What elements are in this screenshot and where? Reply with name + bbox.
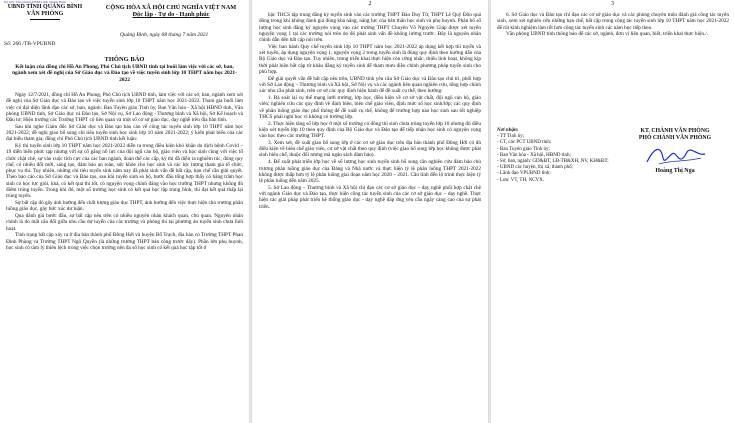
paragraph: Ngày 12/7/2021, đồng chí Hồ An Phong, Phó Chủ tịch UBND tỉnh, làm việc với các sở, ban, ngành xem xét đề nghị của Sở Giáo dục và Đào tạo về việc tuyển sinh lớp 10 THPT năm học 2021-2022. Tham gia buổi làm việc có đại diện lãnh đạo các sở, ban, ngành: Ban Tuyên giáo Tỉnh ủy, Ban Văn hóa - Xã hội HĐND tỉnh, Văn phòng UBND tỉnh, Sở Giáo dục và Đào tạo, Sở Nội vụ, Sở Lao động - Thương binh và Xã hội, Sở Kế hoạch và Đầu tư; Hiệu trưởng các Trường THPT có liên quan và một số cơ sở giáo dục, dạy nghề trên địa bàn tỉnh. bbox=[6, 92, 243, 123]
divider bbox=[30, 19, 60, 20]
paragraph: Kỳ thi tuyển sinh lớp 10 THPT năm học 2021-2022 diễn ra trong điều kiện khó khăn do dịch bệnh Covid – 19 diễn biến phức tạp nhưng với sự cố gắng nỗ lực của đội ngũ cán bộ, giáo viên và học sinh cùng với việc tổ chức chặt chẽ, sự vào cuộc tích cực của các ban ngành, đoàn thể các cấp, kỳ thi đã diễn ra nghiêm túc, đúng quy chế, có nhiều đổi mới, sáng tạo, đảm bảo an toàn, sức khỏe cho học sinh và các lực lượng tham gia tổ chức, phục vụ thi. Tuy nhiên, những chỉ tiêu tuyển sinh năm nay đã phát sinh vấn đề bất cập, hạn chế cần giải quyết. Theo báo cáo của Sở Giáo dục và Đào tạo, sau khi tuyển sinh so bộ, bước đầu tổng hợp thấy có hàng trăm học sinh có học lực giỏi, khá, có kết quả thi tốt, có nguyện vọng chính đáng vào học trường THPT nhưng không đủ điểm trúng tuyển. Trong khi đó, một số trường học sinh có kết quả học tập trung bình, thi đạt kết quả thấp lại trúng tuyển. bbox=[6, 143, 243, 200]
page-number: 2 bbox=[368, 1, 372, 7]
page3-body bbox=[497, 12, 729, 38]
recipient-item: - Lãnh đạo VPUBND tỉnh; bbox=[497, 171, 551, 177]
paragraph: Để giải quyết vấn đề bất cập nêu trên, UBND tỉnh yêu cầu Sở Giáo dục và Đào tạo chủ trì, phối hợp với Sở Lao động – Thương binh và Xã hội, Sở Nội vụ và các ngành liên quan nghiên cứu, tổng hợp chính xác nhu cầu phát sinh, trên cơ sở các quy định hiện hành để đề xuất cụ thể, theo hướng: bbox=[259, 75, 481, 95]
recipients-label: Nơi nhận: bbox=[497, 128, 519, 133]
recipient-item: - UBND các huyện, thị xã, thành phố; bbox=[497, 165, 573, 171]
document-subject: Kết luận của đồng chí Hồ An Phong, Phó Chủ tịch UBND tỉnh tại buổi làm việc với các sở, ban, ngành xem xét đề nghị của Sở Giáo dục và Đào tạo về việc tuyển sinh lớp 10 THPT năm học 2021- 2022 bbox=[12, 64, 237, 83]
recipient-item: - CT, các PCT UBND tỉnh; bbox=[497, 140, 552, 146]
recipient-item: - Sở, ban, ngành: GD&ĐT, LĐ-TB&XH, NV, KH&ĐT; bbox=[497, 159, 609, 165]
paragraph: 4. Để xuất phát triển lớp học về số lượng học sinh tuyển sinh bổ sung cần nghiên cứu đảm bảo chủ trương phân luồng giáo dục của Đảng và Nhà nước và thực hiện tỷ lệ phân luồng THPT 2021-2022 không được thấp hơn tỷ lệ phân luồng giai đoạn năm học 2020 – 2021. Cần tính đến lộ trình thực hiện tỷ lệ phân luồng đến năm 2025. bbox=[259, 159, 481, 185]
document-title: THÔNG BÁO bbox=[104, 56, 145, 63]
paragraph: Tình trạng bất cập xảy ra ở địa bàn thành phố Đồng Hới và huyện Bố Trạch, địa bàn có Trường THPT Phan Đình Phùng và Trường THPT Ngô Quyền (là những trường THPT bán công trước đây). Phần lớn phụ huynh, học sinh có tâm lý thiên lệch trong việc chọn trường nên đa số học sinh có kết quả học tập tốt ở bbox=[6, 232, 243, 251]
agency-name: UBND TỈNH QUẢNG BÌNH bbox=[7, 4, 83, 10]
paragraph: bậc THCS tập trung đăng ký tuyển sinh vào các trường THPT Đào Duy Từ, THPT Lê Quý Đôn quá đông trong khi không đánh giá đúng khả năng, năng lực của bản thân học sinh và phụ huynh. Phân bổ số lượng học sinh đăng ký nguyện vọng vào các trường THPT Chuyên Võ Nguyên Giáp được xét tuyển nguyện vọng 1 tại các trường nói trên do đó phát sinh vấn đề không lường trước. Đây là nguyên nhân chính dẫn đến bất cập nói trên. bbox=[259, 12, 481, 43]
issue-date: Quảng Bình, ngày 08 tháng 7 năm 2021 bbox=[120, 32, 209, 38]
signer-role: KT. CHÁNH VĂN PHÒNG bbox=[640, 128, 710, 134]
office-name: VĂN PHÒNG bbox=[26, 11, 64, 17]
recipient-item: - Ban Tuyên giáo Tỉnh ủy; bbox=[497, 146, 550, 152]
paragraph: 1. Rà soát lại cụ thể mạng lưới trường, lớp học, điều kiện về cơ sở vật chất, đội ngũ cán bộ, giáo viên; nghiên cứu các quy định về định biên, biên chế giáo viên, định mức số học sinh/lớp; các quy định về phân luồng giáo dục phổ thông để đề xuất cụ thể, không để trường hợp nào học sinh sau tốt nghiệp THCS phải nghỉ học vì không có trường lớp. bbox=[259, 95, 481, 120]
document-number: Số: 266 /TB-VPUBND bbox=[4, 41, 56, 47]
recipient-item: - Ban Văn hóa - Xã hội, HĐND tỉnh; bbox=[497, 152, 571, 158]
paragraph: Qua đánh giá bước đầu, sự bất cập nêu trên có nhiều nguyên nhân khách quan, chủ quan. Nguyên nhân chính là do mất cân đối giữa nhu cầu dự tuyển của các trường và phòng thi tại phương án tuyển sinh chưa linh hoạt. bbox=[6, 213, 243, 232]
paragraph: 2. Thực hiện tăng số lớp học ở một số trường có đông thí sinh chưa trúng tuyển lớp 10 nhưng đủ điều kiện xét tuyển lớp 10 theo quy định của Bộ Giáo dục và Đào tạo để tiếp nhận học sinh có nguyện vọng vào học theo các trường THPT. bbox=[259, 120, 481, 140]
paragraph: Sau khi nghe Giám đốc Sở Giáo dục và Đào tạo báo cáo về công tác tuyển sinh lớp 10 THPT năm học 2021-2022; đề nghị giao bổ sung chỉ tiêu tuyển sinh học sinh lớp 10 năm 2021-2022; ý kiến phát biểu của các đại biểu tham gia; đồng chí Phó Chủ tịch UBND tỉnh kết luận: bbox=[6, 123, 243, 143]
paragraph: 6. Sở Giáo dục và Đào tạo chỉ đạo các cơ sở giáo dục và các phòng chuyên môn đánh giá công tác tuyển sinh, xem xét nghiên cứu những hạn chế, bất cập trong công tác tuyển sinh lớp 10 THPT năm học 2021-2022 để rút kinh nghiệm làm tốt hơn công tác tuyển sinh các năm học tiếp theo. bbox=[497, 12, 729, 31]
paragraph: 3. Xem xét, đề xuất giao bổ sung lớp ở các cơ sở giáo dục trên địa bàn thành phố Đồng Hới có đủ điều kiện về biên chế giáo viên, cơ sở vật chất theo quy định (việc giao bổ sung lớp học không được phát sinh biên chế, thuộc đối tượng mà ngân sách đảm bảo). bbox=[259, 139, 481, 159]
paragraph: Việc ban hành Quy chế tuyển sinh lớp 10 THPT năm học 2021-2022 áp dụng kết hợp thi tuyển và xét tuyển, áp dụng nguyện vọng 1, nguyện vọng 2 trong tuyển sinh là đúng quy định theo hướng dẫn của Bộ Giáo dục và Đào tạo. Tuy nhiên, trong triển khai thực hiện còn cứng nhắc, thiếu linh hoạt, không kịp thời phát hiện bất cập từ khâu đăng ký tuyển sinh để tham mưu điều chỉnh phương pháp tuyển sinh cho phù hợp. bbox=[259, 43, 481, 75]
paragraph: 5. Sở Lao động – Thương binh và Xã hội chỉ đạo các cơ sở giáo dục – dạy nghề phối hợp chặt chẽ với ngành Giáo dục và Đào tạo, thực hiện công tác tuyển sinh của các cơ sở giáo dục – dạy nghề. Thực hiện các giải pháp phát triển hệ thống giáo dục - dạy nghề đáp ứng yêu cầu ngày càng cao của sự phát triển. bbox=[259, 184, 481, 210]
paragraph: Văn phòng UBND tỉnh thông báo để các sở, ngành, đơn vị liên quan, biết, triển khai thực hiện./. bbox=[506, 31, 709, 38]
signer-title: PHÓ CHÁNH VĂN PHÒNG bbox=[638, 134, 712, 141]
page-number: 3 bbox=[611, 1, 614, 7]
country-name: CỘNG HÒA XÃ HỘI CHỦ NGHĨA VIỆT NAM bbox=[105, 4, 237, 11]
signature-block bbox=[619, 128, 731, 174]
issuing-agency bbox=[4, 4, 86, 20]
paragraph: Sự bất cập đó gây ảnh hưởng đến chất lượng giáo dục THPT, ảnh hưởng đến việc thực hiện chủ trương phân luồng giáo dục, gây bức xúc dư luận. bbox=[6, 200, 243, 213]
document-page-2 bbox=[252, 0, 488, 423]
recipients-list bbox=[497, 128, 612, 184]
motto: Độc lập - Tự do - Hạnh phúc bbox=[132, 11, 210, 18]
page1-body bbox=[6, 92, 243, 252]
page2-body bbox=[259, 12, 481, 211]
document-page-1 bbox=[0, 0, 249, 423]
recipient-item: - TT Tỉnh ủy; bbox=[497, 134, 525, 140]
national-header bbox=[96, 4, 246, 18]
recipient-item: - Lưu: VT, TH, NCVX. bbox=[497, 177, 545, 183]
signer-name: Hoàng Thị Nga bbox=[655, 167, 695, 174]
document-page-3 bbox=[491, 0, 734, 423]
handwritten-signature-icon bbox=[641, 142, 711, 168]
digital-signature-stamp: Ký bởi: Văn phòng UBND tỉnh Quảng Bình bbox=[4, 0, 66, 4]
